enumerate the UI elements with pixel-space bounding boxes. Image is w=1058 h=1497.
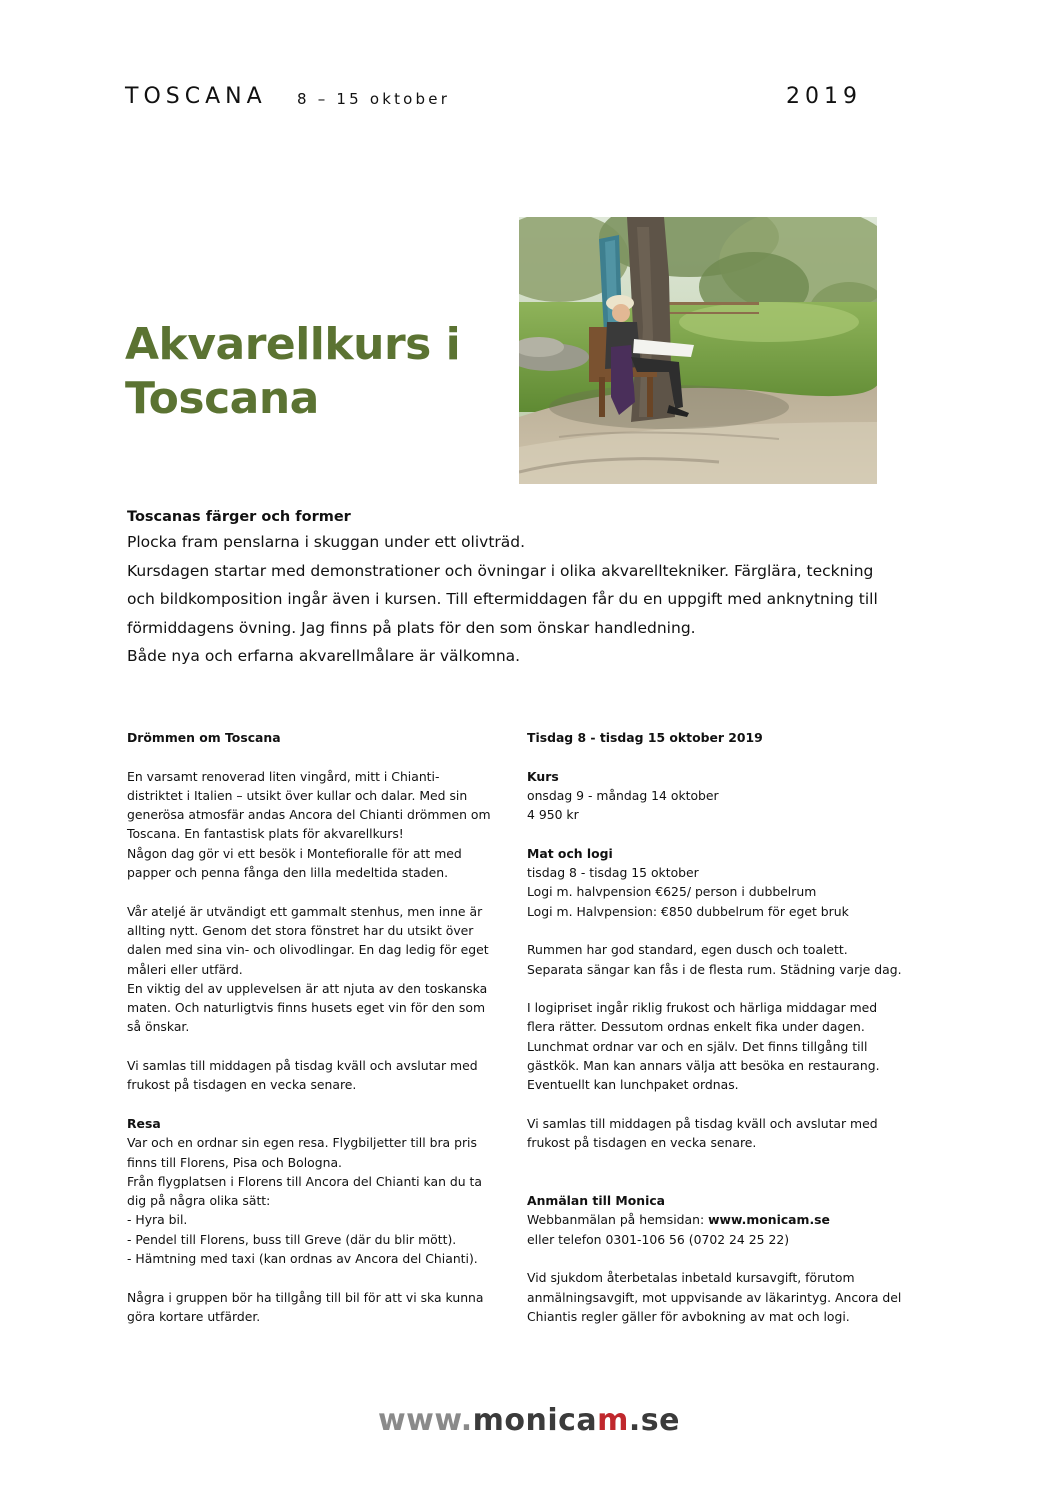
course-dates: onsdag 9 - måndag 14 oktober: [527, 787, 719, 803]
text-line: I logipriset ingår riklig frukost och härliga middagar med: [527, 1000, 878, 1016]
text-line: Vår ateljé är utvändigt ett gammalt stenhus, men inne är: [127, 903, 483, 919]
text-line: dalen med sina vin- och olivodlingar. En dag ledig för eget: [127, 942, 489, 958]
left-column: [127, 728, 502, 1326]
footer-m: m: [597, 1403, 629, 1438]
text-line: Chiantis regler gäller för avbokning av mat och logi.: [527, 1308, 850, 1324]
page-title-line-1: Akvarellkurs i: [125, 319, 461, 370]
text-line: Var och en ordnar sin egen resa. Flygbiljetter till bra pris: [127, 1135, 477, 1151]
text-line: Logi m. Halvpension: €850 dubbelrum för eget bruk: [527, 903, 849, 919]
course-heading: Kurs: [527, 768, 559, 784]
course-price: 4 950 kr: [527, 807, 579, 823]
text-line: Toscana. En fantastisk plats för akvarellkurs!: [127, 826, 404, 842]
text-line: En varsamt renoverad liten vingård, mitt i Chianti-: [127, 768, 440, 784]
text-line: finns till Florens, Pisa och Bologna.: [127, 1154, 342, 1170]
text-line: Rummen har god standard, egen dusch och toalett.: [527, 942, 848, 958]
text-line: Eventuellt kan lunchpaket ordnas.: [527, 1077, 739, 1093]
text-line: så önskar.: [127, 1019, 190, 1035]
intro-line: Plocka fram penslarna i skuggan under ett olivträd.: [127, 533, 526, 551]
text-line: papper och penna fånga den lilla medeltida staden.: [127, 865, 449, 881]
text-line: måleri eller utfärd.: [127, 961, 243, 977]
dream-heading: Drömmen om Toscana: [127, 730, 281, 745]
intro-line: Både nya och erfarna akvarellmålare är välkomna.: [127, 647, 521, 666]
footer-se: .se: [628, 1403, 681, 1438]
text-line: Logi m. halvpension €625/ person i dubbelrum: [527, 884, 817, 900]
text-line: allting nytt. Genom det stora fönstret har du utsikt över: [127, 922, 474, 938]
intro-section: [127, 506, 917, 671]
board-lodging-heading: Mat och logi: [527, 845, 613, 861]
text-line: frukost på tisdagen en vecka senare.: [127, 1077, 357, 1093]
registration-web-link[interactable]: www.monicam.se: [708, 1212, 830, 1228]
car-paragraph: [127, 1288, 502, 1327]
footer-monica: monica: [472, 1403, 598, 1438]
text-line: flera rätter. Dessutom ordnas enkelt fika under dagen.: [527, 1019, 865, 1035]
right-column: [527, 728, 927, 1326]
text-line: dig på några olika sätt:: [127, 1193, 271, 1209]
atelier-paragraph: [127, 902, 502, 1037]
text-line: Lunchmat ordnar var och en själv. Det finns tillgång till: [527, 1038, 868, 1054]
text-line: Vi samlas till middagen på tisdag kväll och avslutar med: [127, 1058, 478, 1074]
intro-heading: Toscanas färger och former: [127, 509, 351, 525]
intro-body: [127, 528, 917, 671]
text-line: generösa atmosfär andas Ancora del Chianti drömmen om: [127, 807, 491, 823]
text-line: göra kortare utfärder.: [127, 1308, 261, 1324]
text-line: tisdag 8 - tisdag 15 oktober: [527, 865, 699, 881]
registration-web: [527, 1210, 927, 1229]
text-line: - Hämtning med taxi (kan ordnas av Ancora del Chianti).: [127, 1251, 478, 1267]
text-line: Någon dag gör vi ett besök i Montefioralle för att med: [127, 845, 462, 861]
header-title: TOSCANA: [125, 84, 267, 109]
page-title: [125, 318, 505, 426]
footer-website-link[interactable]: [0, 1403, 1058, 1438]
page-title-line-2: Toscana: [125, 373, 319, 424]
text-line: Vi samlas till middagen på tisdag kväll och avslutar med: [527, 1115, 878, 1131]
header-dates: 8 – 15 oktober: [297, 90, 451, 108]
text-line: Vid sjukdom återbetalas inbetald kursavgift, förutom: [527, 1270, 855, 1286]
text-line: maten. Och naturligtvis finns husets eget vin för den som: [127, 1000, 486, 1016]
registration-web-label: Webbanmälan på hemsidan:: [527, 1212, 709, 1228]
footer-www: www.: [377, 1403, 473, 1438]
text-line: anmälningsavgift, mot uppvisande av läkarintyg. Ancora del: [527, 1289, 902, 1305]
text-line: - Hyra bil.: [127, 1212, 188, 1228]
text-line: Från flygplatsen i Florens till Ancora del Chianti kan du ta: [127, 1173, 482, 1189]
header-year: 2019: [786, 84, 862, 109]
intro-line: förmiddagens övning. Jag finns på plats för den som önskar handledning.: [127, 618, 696, 637]
dream-paragraph: [127, 767, 502, 883]
text-line: Separata sängar kan fås i de flesta rum. Städning varje dag.: [527, 961, 902, 977]
olive-tree-painter-photo: [519, 217, 877, 484]
text-line: frukost på tisdagen en vecka senare.: [527, 1135, 757, 1151]
text-line: En viktig del av upplevelsen är att njuta av den toskanska: [127, 980, 488, 996]
text-line: - Pendel till Florens, buss till Greve (där du blir mött).: [127, 1231, 457, 1247]
travel-heading: Resa: [127, 1115, 161, 1131]
intro-line: Kursdagen startar med demonstrationer och övningar i olika akvarelltekniker. Färglära, teckning: [127, 561, 874, 580]
gathering-paragraph: [127, 1056, 502, 1095]
registration-heading: Anmälan till Monica: [527, 1193, 666, 1209]
text-line: Några i gruppen bör ha tillgång till bil för att vi ska kunna: [127, 1289, 484, 1305]
text-line: gästkök. Man kan annars välja att besöka en restaurang.: [527, 1058, 880, 1074]
course-dates-heading: Tisdag 8 - tisdag 15 oktober 2019: [527, 730, 763, 745]
travel-paragraph: [127, 1133, 502, 1268]
text-line: distriktet i Italien – utsikt över kullar och dalar. Med sin: [127, 787, 468, 803]
intro-line: och bildkomposition ingår även i kursen. Till eftermiddagen får du en uppgift med anknytning till: [127, 590, 878, 609]
registration-phone: eller telefon 0301-106 56 (0702 24 25 22): [527, 1231, 790, 1247]
